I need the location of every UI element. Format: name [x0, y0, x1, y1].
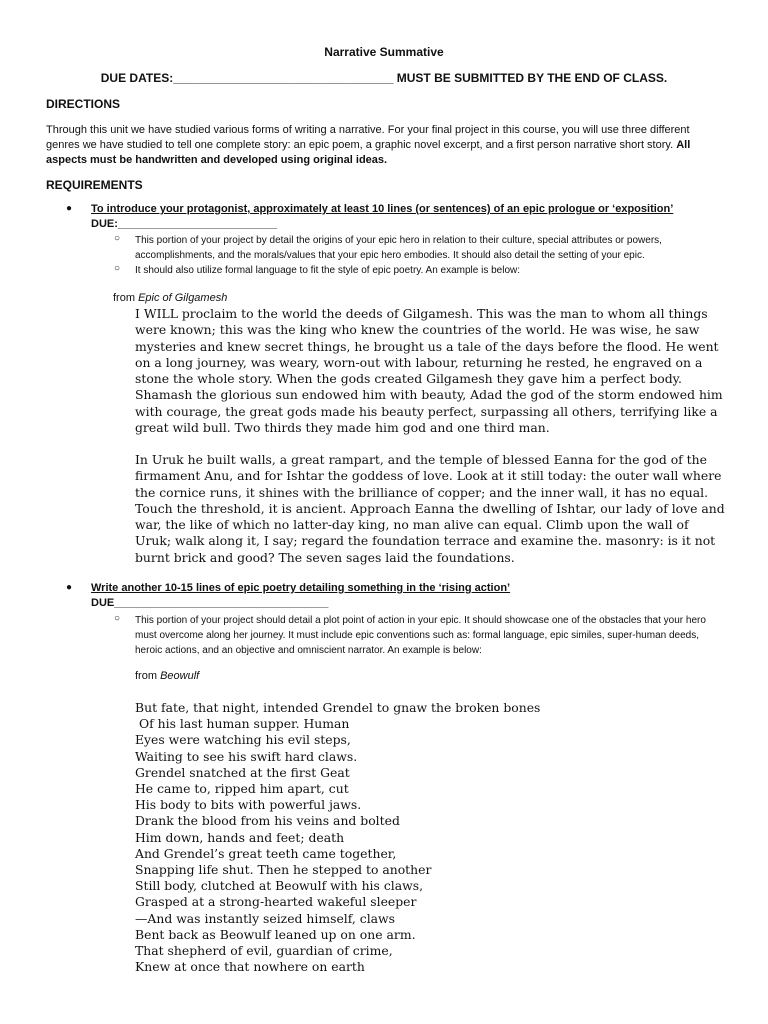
requirement-2-title: Write another 10-15 lines of epic poetry detailing something in the ‘rising action’	[91, 582, 511, 594]
source-title: Epic of Gilgamesh	[138, 292, 228, 304]
requirement-1-detail-2: It should also utilize formal language to fit the style of epic poetry. An example is below:	[135, 265, 521, 276]
source-prefix: from	[135, 670, 161, 682]
poem-line: Grendel snatched at the first Geat	[135, 764, 350, 780]
directions-emphasis: All aspects must be handwritten and developed using original ideas.	[46, 139, 691, 166]
requirement-1-detail-1: This portion of your project by detail the origins of your epic hero in relation to their culture, special attributes or powers, accomplishments, and the morals/values that your epic hero embodies. It should also detail the setting of your epic.	[135, 235, 662, 261]
source-prefix: from	[113, 292, 139, 304]
requirement-1-title: To introduce your protagonist, approximately at least 10 lines (or sentences) of an epic prologue or ‘exposition’	[91, 203, 674, 215]
excerpt-2-source	[135, 670, 199, 682]
poem-line: He came to, ripped him apart, cut	[135, 781, 349, 797]
poem-line: His body to bits with powerful jaws.	[135, 797, 362, 813]
page-title: Narrative Summative	[324, 45, 444, 59]
poem-line: But fate, that night, intended Grendel to gnaw the broken bones	[135, 700, 541, 715]
sub-bullet-marker: ○	[114, 263, 121, 274]
excerpt-2-poem	[135, 700, 735, 975]
sub-bullet-marker: ○	[114, 613, 121, 624]
poem-line: Him down, hands and feet; death	[135, 829, 345, 845]
requirements-heading: REQUIREMENTS	[46, 178, 143, 192]
poem-line: Grasped at a strong-hearted wakeful sleeper	[135, 894, 417, 910]
requirement-1-due: DUE:__________________________	[91, 218, 277, 230]
poem-line: Knew at once that nowhere on earth	[135, 959, 365, 975]
excerpt-1-source	[113, 292, 227, 304]
poem-line: Waiting to see his swift hard claws.	[135, 748, 358, 764]
poem-line: Eyes were watching his evil steps,	[135, 732, 351, 748]
requirement-2-due: DUE___________________________________	[91, 597, 329, 609]
poem-line: And Grendel’s great teeth came together,	[135, 845, 397, 861]
excerpt-1-paragraph-2: In Uruk he built walls, a great rampart, and the temple of blessed Eanna for the god of the firmament Anu, and for Ishtar the goddess of love. Look at it still today: the outer wall where the cornice runs, it shines with the brilliance of copper; and the inner wall, it has no equal. Touch the threshold, it is ancient. Approach Eanna the dwelling of Ishtar, our lady of love and war, the like of which no latter-day king, no man alive can equal. Climb upon the wall of Uruk; walk along it, I say; regard the foundation terrace and examine the. masonry: is it not burnt brick and good? The seven sages laid the foundations.	[135, 452, 725, 565]
poem-line: That shepherd of evil, guardian of crime,	[135, 943, 393, 959]
poem-line: —And was instantly seized himself, claws	[135, 910, 396, 926]
source-title: Beowulf	[160, 670, 200, 682]
excerpt-1-paragraph-1: I WILL proclaim to the world the deeds of Gilgamesh. This was the man to whom all things were known; this was the king who knew the countries of the world. He was wise, he saw mysteries and knew secret things, he brought us a tale of the days before the flood. He went on a long journey, was weary, worn-out with labour, returning he rested, he engraved on a stone the whole story. When the gods created Gilgamesh they gave him a perfect body. Shamash the glorious sun endowed him with beauty, Adad the god of the storm endowed him with courage, the great gods made his beauty perfect, surpassing all others, terrifying like a great wild bull. Two thirds they made him god and one third man.	[135, 306, 723, 436]
directions-paragraph	[46, 123, 726, 168]
directions-text: Through this unit we have studied various forms of writing a narrative. For your final project in this course, you will use three different genres we have studied to tell one complete story: an epic poem, a graphic novel excerpt, and a first person narrative short story.	[46, 124, 690, 151]
sub-bullet-marker: ○	[114, 233, 121, 244]
poem-line: Bent back as Beowulf leaned up on one arm.	[135, 926, 416, 942]
requirement-2-detail-1: This portion of your project should detail a plot point of action in your epic. It should showcase one of the obstacles that your hero must overcome along her journey. It must include epic conventions such as: formal language, epic similes, super-human deeds, heroic actions, and an objective and omniscient narrator. An example is below:	[135, 615, 706, 656]
poem-line: Still body, clutched at Beowulf with his claws,	[135, 878, 424, 894]
due-dates-line: DUE DATES:_________________________________ MUST BE SUBMITTED BY THE END OF CLASS.	[100, 71, 668, 85]
poem-line: Of his last human supper. Human	[135, 716, 350, 732]
poem-line: Drank the blood from his veins and bolted	[135, 813, 400, 829]
directions-heading: DIRECTIONS	[46, 97, 121, 111]
bullet-marker: ●	[66, 203, 73, 214]
bullet-marker: ●	[66, 582, 73, 593]
poem-line: Snapping life shut. Then he stepped to another	[135, 862, 432, 878]
